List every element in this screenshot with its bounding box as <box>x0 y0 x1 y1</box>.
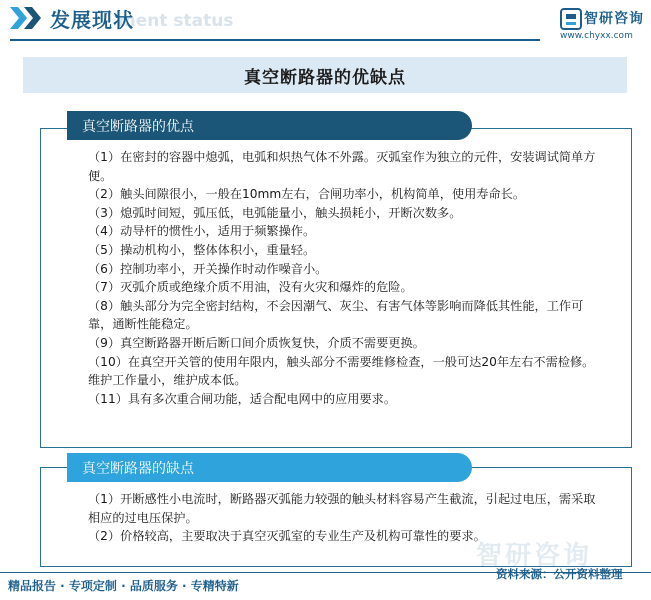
advantages-heading-label: 真空断路器的优点 <box>82 118 194 135</box>
list-item: （11）具有多次重合闸功能，适合配电网中的应用要求。 <box>88 391 397 406</box>
list-item: （2）触头间隙很小，一般在10mm左右，合闸功率小，机构简单，使用寿命长。 <box>88 187 526 202</box>
list-item: （1）开断感性小电流时，断路器灭弧能力较强的触头材料容易产生截流，引起过电压，需采取相应的过电压保护。 <box>88 492 596 525</box>
list-item: （10）在真空开关管的使用年限内，触头部分不需要维修检查，一般可达20年左右不需检修。维护工作量小，维护成本低。 <box>88 354 595 388</box>
brand-name: 智研咨询 <box>584 11 644 27</box>
list-item: （4）动导杆的惯性小，适用于频繁操作。 <box>88 224 316 239</box>
list-item: （1）在密封的容器中熄弧，电弧和炽热气体不外露。灭弧室作为独立的元件，安装调试简单方便。 <box>88 150 596 183</box>
list-item: （3）熄弧时间短，弧压低，电弧能量小，触头损耗小，开断次数多。 <box>88 205 462 220</box>
disadvantages-heading <box>67 453 472 482</box>
footer-slogan: 精品报告 · 专项定制 · 品质服务 · 专精特新 <box>8 579 239 593</box>
header-watermark-text: ment status <box>118 11 234 31</box>
brand-logo-icon <box>560 8 582 30</box>
advantages-list <box>88 148 596 408</box>
header-divider <box>10 39 540 41</box>
watermark-text: 智研咨询 <box>476 541 593 571</box>
disadvantages-heading-label: 真空断路器的缺点 <box>82 460 194 477</box>
list-item: （8）触头部分为完全密封结构，不会因潮气、灰尘、有害气体等影响而降低其性能，工作可靠，通断性能稳定。 <box>88 298 584 332</box>
main-title-band <box>23 57 627 93</box>
brand-logo <box>560 6 650 46</box>
footer-source: 资料来源：公开资料整理 <box>496 567 623 581</box>
list-item: （2）价格较高，主要取决于真空灭弧室的专业生产及机构可靠性的要求。 <box>88 529 486 544</box>
list-item: （9）真空断路器开断后断口间介质恢复快，介质不需要更换。 <box>88 335 425 350</box>
list-item: （7）灭弧介质或绝缘介质不用油，没有火灾和爆炸的危险。 <box>88 280 413 295</box>
main-title: 真空断路器的优缺点 <box>244 67 406 88</box>
list-item: （5）操动机构小，整体体积小，重量轻。 <box>88 242 316 257</box>
list-item: （6）控制功率小，开关操作时动作噪音小。 <box>88 261 328 276</box>
advantages-heading <box>67 111 472 140</box>
page-header <box>0 0 651 44</box>
double-chevron-icon <box>10 7 44 29</box>
brand-url: www.chyxx.com <box>560 31 633 41</box>
section-title: 发展现状 <box>50 8 134 32</box>
